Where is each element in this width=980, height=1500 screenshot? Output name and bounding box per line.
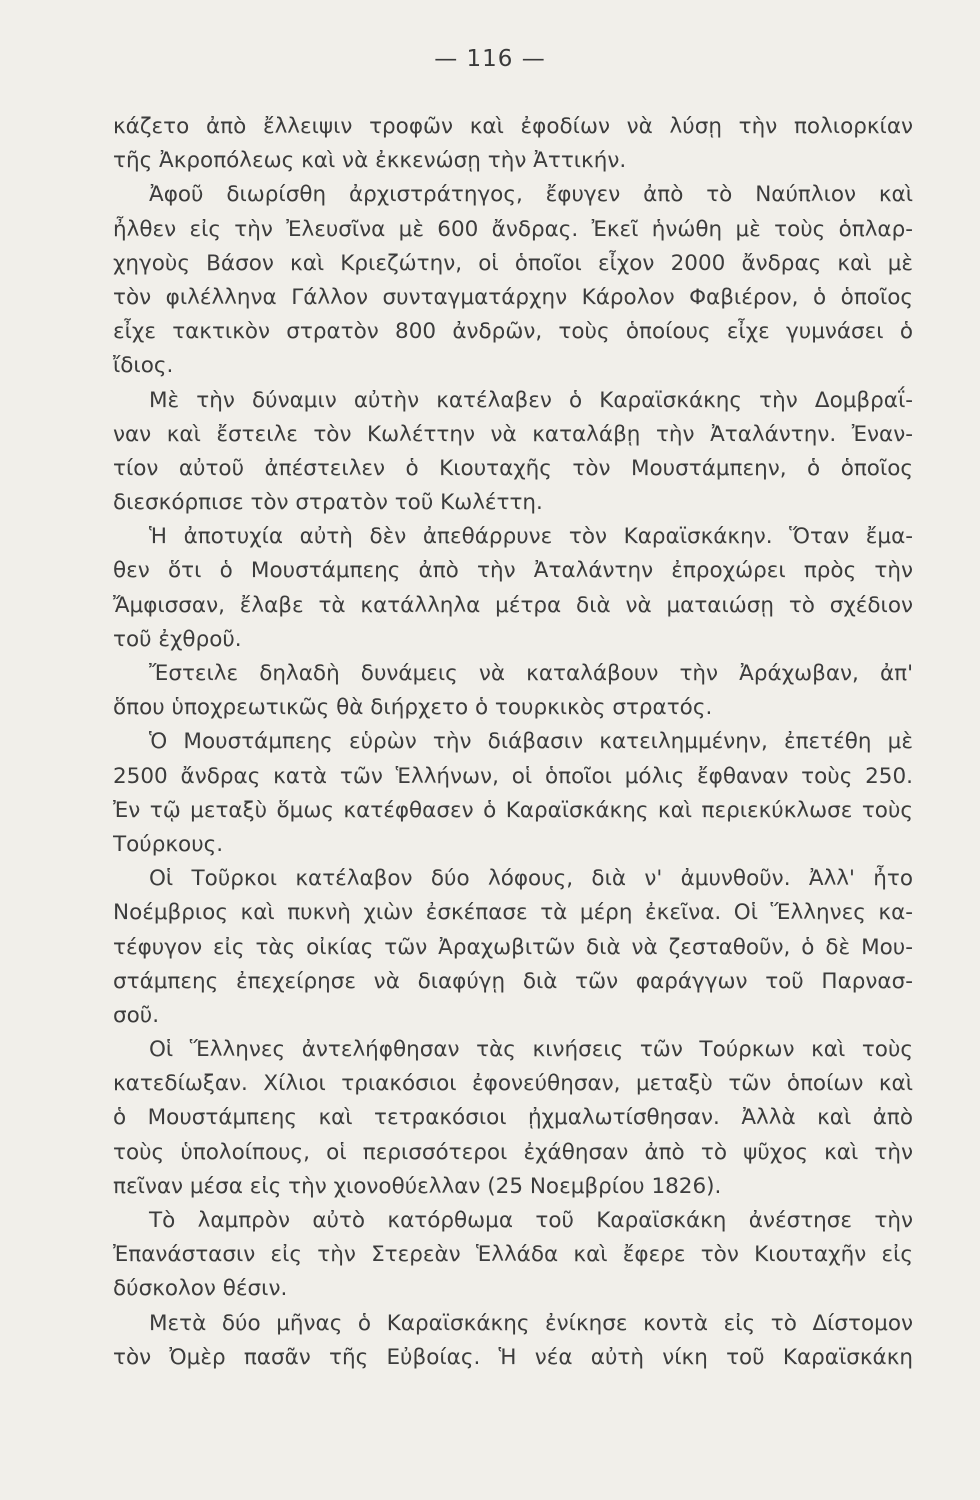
text-line: Μὲ τὴν δύναμιν αὐτὴν κατέλαβεν ὁ Καραϊσκάκης τὴν Δομβραΐ- [149,387,913,413]
text-line: διεσκόρπισε τὸν στρατὸν τοῦ Κωλέττη. [113,490,543,516]
text-line: τὸν Ὀμὲρ πασᾶν τῆς Εὐβοίας. Ἡ νέα αὐτὴ νίκη τοῦ Καραϊσκάκη [113,1344,913,1370]
text-line: Οἱ Ἕλληνες ἀντελήφθησαν τὰς κινήσεις τῶν Τούρκων καὶ τοὺς [149,1037,913,1063]
text-line: στάμπεης ἐπεχείρησε νὰ διαφύγῃ διὰ τῶν φαράγγων τοῦ Παρνασ- [113,968,913,994]
text-line: θεν ὅτι ὁ Μουστάμπεης ἀπὸ τὴν Ἀταλάντην ἐπροχώρει πρὸς τὴν [113,558,913,584]
text-line: Ἔστειλε δηλαδὴ δυνάμεις νὰ καταλάβουν τὴν Ἀράχωβαν, ἀπ' [149,661,913,686]
text-line: τοῦ ἐχθροῦ. [113,626,242,652]
text-line: Ἄμφισσαν, ἔλαβε τὰ κατάλληλα μέτρα διὰ νὰ ματαιώσῃ τὸ σχέδιον [113,592,913,618]
text-line: τὸν φιλέλληνα Γάλλον συνταγματάρχην Κάρολον Φαβιέρον, ὁ ὁποῖος [113,284,913,310]
text-line: 2500 ἄνδρας κατὰ τῶν Ἑλλήνων, οἱ ὁποῖοι μόλις ἔφθαναν τοὺς 250. [113,763,913,789]
text-line: πεῖναν μέσα εἰς τὴν χιονοθύελλαν (25 Νοεμβρίου 1826). [113,1173,722,1199]
page-number: — 116 — [434,46,546,72]
text-line: ὅπου ὑποχρεωτικῶς θὰ διήρχετο ὁ τουρκικὸς στρατός. [113,695,713,721]
text-line: τίον αὐτοῦ ἀπέστειλεν ὁ Κιουταχῆς τὸν Μουστάμπεην, ὁ ὁποῖος [113,455,913,481]
text-line: Νοέμβριος καὶ πυκνὴ χιὼν ἐσκέπασε τὰ μέρη ἐκεῖνα. Οἱ Ἕλληνες κα- [113,900,913,926]
text-line: ναν καὶ ἔστειλε τὸν Κωλέττην νὰ καταλάβῃ τὴν Ἀταλάντην. Ἐναν- [113,421,913,447]
text-line: Ὁ Μουστάμπεης εὑρὼν τὴν διάβασιν κατειλημμένην, ἐπετέθη μὲ [149,729,913,755]
text-line: Ἀφοῦ διωρίσθη ἀρχιστράτηγος, ἔφυγεν ἀπὸ τὸ Ναύπλιον καὶ [149,182,913,208]
text-line: κατεδίωξαν. Χίλιοι τριακόσιοι ἐφονεύθησαν, μεταξὺ τῶν ὁποίων καὶ [113,1071,913,1097]
text-line: Ἡ ἀποτυχία αὐτὴ δὲν ἀπεθάρρυνε τὸν Καραϊσκάκην. Ὅταν ἔμα- [149,524,913,550]
text-line: ἴδιος. [113,353,174,379]
text-line: Τούρκους. [113,831,224,857]
text-line: τέφυγον εἰς τὰς οἰκίας τῶν Ἀραχωβιτῶν διὰ νὰ ζεσταθοῦν, ὁ δὲ Μου- [113,934,913,960]
body-text [113,110,913,1375]
text-line: σοῦ. [113,1002,160,1028]
text-line: εἶχε τακτικὸν στρατὸν 800 ἀνδρῶν, τοὺς ὁποίους εἶχε γυμνάσει ὁ [113,319,913,345]
text-line: Ἐν τῷ μεταξὺ ὅμως κατέφθασεν ὁ Καραϊσκάκης καὶ περιεκύκλωσε τοὺς [113,797,913,823]
text-line: Οἱ Τοῦρκοι κατέλαβον δύο λόφους, διὰ ν' ἀμυνθοῦν. Ἀλλ' ἦτο [149,866,913,892]
text-line: κάζετο ἀπὸ ἔλλειψιν τροφῶν καὶ ἐφοδίων νὰ λύσῃ τὴν πολιορκίαν [113,114,913,139]
text-line: ὁ Μουστάμπεης καὶ τετρακόσιοι ᾐχμαλωτίσθησαν. Ἀλλὰ καὶ ἀπὸ [113,1105,913,1131]
text-line: δύσκολον θέσιν. [113,1276,288,1302]
text-line: Τὸ λαμπρὸν αὐτὸ κατόρθωμα τοῦ Καραϊσκάκη ἀνέστησε τὴν [149,1208,913,1233]
text-line: Μετὰ δύο μῆνας ὁ Καραϊσκάκης ἐνίκησε κοντὰ εἰς τὸ Δίστομον [149,1310,913,1336]
text-line: τῆς Ἀκροπόλεως καὶ νὰ ἐκκενώσῃ τὴν Ἀττικήν. [113,148,627,174]
text-line: Ἐπανάστασιν εἰς τὴν Στερεὰν Ἑλλάδα καὶ ἔφερε τὸν Κιουταχῆν εἰς [113,1242,913,1268]
text-line: χηγοὺς Βάσον καὶ Κριεζώτην, οἱ ὁποῖοι εἶχον 2000 ἄνδρας καὶ μὲ [113,250,913,276]
text-line: ἦλθεν εἰς τὴν Ἐλευσῖνα μὲ 600 ἄνδρας. Ἐκεῖ ἡνώθη μὲ τοὺς ὁπλαρ- [113,216,913,242]
text-line: τοὺς ὑπολοίπους, οἱ περισσότεροι ἐχάθησαν ἀπὸ τὸ ψῦχος καὶ τὴν [113,1139,913,1165]
